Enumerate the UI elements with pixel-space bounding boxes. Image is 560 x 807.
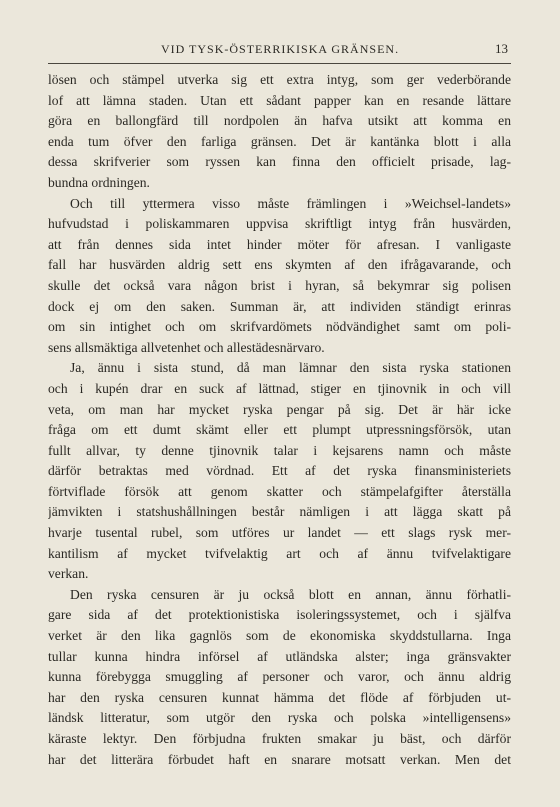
text-line: fråga om ett dumt skämt eller ett plumpt utpressningsförsök, utan xyxy=(48,422,511,438)
text-line: jämvikten i statshushållningen består nämligen i att lägga skatt på xyxy=(48,504,511,520)
text-line: hufvudstad i poliskammaren uppvisa skriftligt intyg från husvärden, xyxy=(48,216,511,232)
text-line: att från dennes sida intet hinder möter för afresan. I vanligaste xyxy=(48,236,511,252)
text-line: fall har husvärden aldrig sett ens skymten af den ifrågavarande, och xyxy=(48,257,511,273)
header-rule xyxy=(48,63,511,64)
text-line: veta, om man har mycket ryska pengar på sig. Det är här icke xyxy=(48,401,511,417)
text-line: dessa skrifverier som ryssen kan finna den officielt prisade, lag- xyxy=(48,154,511,170)
text-line: kantilism af mycket tvifvelaktig art och af ännu tvifvelaktigare xyxy=(48,545,511,561)
running-title: VID TYSK-ÖSTERRIKISKA GRÄNSEN. xyxy=(160,42,400,56)
text-line: bundna ordningen. xyxy=(48,174,150,190)
text-line: verkan. xyxy=(48,566,89,582)
page-header xyxy=(48,38,512,60)
text-line: hvarje tusental rubel, som utföres ur landet — ett slags rysk mer- xyxy=(48,525,511,541)
text-line: sens allsmäktiga allvetenhet och allestädesnärvaro. xyxy=(48,339,325,355)
page-number: 13 xyxy=(495,41,508,56)
text-line: tullar kunna hindra införsel af utländska alster; inga gränsvakter xyxy=(48,648,511,664)
text-line: Den ryska censuren är ju också blott en annan, ännu förhatli- xyxy=(70,586,511,602)
text-line: därför betraktas med vördnad. Ett af det ryska finansministeriets xyxy=(48,463,511,479)
text-line: gare sida af det protektionistiska isoleringssystemet, och i själfva xyxy=(48,607,511,623)
text-line: fullt allvar, ty denne tjinovnik talar i kejsarens namn och måste xyxy=(48,442,511,458)
text-line: käraste lektyr. Den förbjudna frukten smakar ju bäst, och därför xyxy=(48,731,511,746)
text-line: verket är den lika gagnlös som de ekonomiska skyddstullarna. Inga xyxy=(48,628,511,644)
text-line: Ja, ännu i sista stund, då man lämnar den sista ryska stationen xyxy=(70,360,511,376)
text-line: om sin intighet och om skrifvardömets nödvändighet samt om poli- xyxy=(48,319,511,335)
text-line: dock ej om den saken. Summan är, att individen ständigt erinras xyxy=(48,298,511,314)
text-line: lof att lämna staden. Utan ett sådant papper kan en resande lättare xyxy=(48,92,511,108)
body-text xyxy=(48,70,511,770)
text-line: och i kupén drar en suck af lättnad, stiger en tjinovnik in och vill xyxy=(48,380,511,396)
text-line: kunna förebygga smuggling af personer och varor, och ännu aldrig xyxy=(48,669,511,685)
text-line: skulle det också vara någon brist i hyran, så bekymrar sig polisen xyxy=(48,277,511,293)
text-line: göra en ballongfärd till nordpolen än hafva utsikt att komma en xyxy=(48,113,511,129)
text-line: har det litterära förbudet haft en snarare motsatt verkan. Men det xyxy=(48,751,511,767)
text-line: lösen och stämpel utverka sig ett extra intyg, som ger vederbörande xyxy=(48,72,511,87)
text-line: Och till yttermera visso måste främlingen i »Weichsel-landets» xyxy=(70,195,511,211)
text-line: förtviflade försök att genom skatter och stämpelafgifter återställa xyxy=(48,483,511,499)
text-line: har den ryska censuren kunnat hämma det flöde af förbjuden ut- xyxy=(48,689,511,705)
text-line: ländsk litteratur, som utgör den ryska och polska »intelligensens» xyxy=(48,710,511,726)
text-line: enda tum öfver den farliga gränsen. Det är kantänka blott i alla xyxy=(48,133,511,149)
